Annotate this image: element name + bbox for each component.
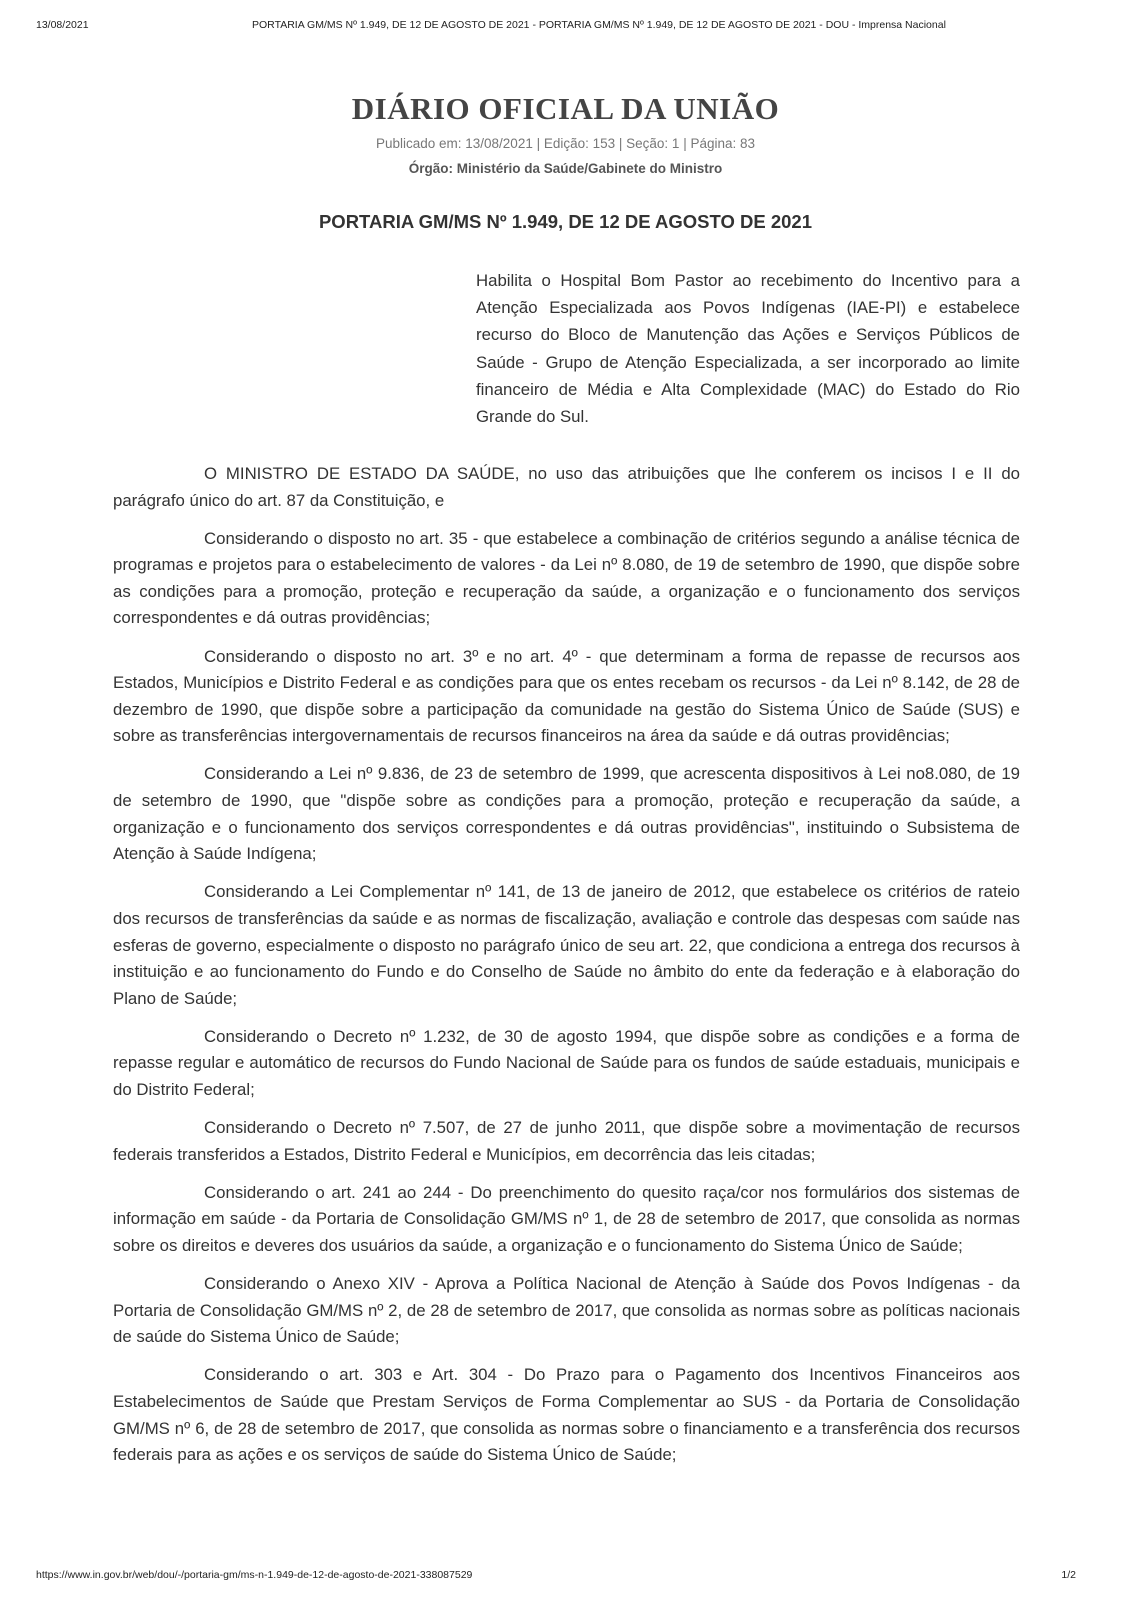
page-number: 1/2 — [1061, 1569, 1076, 1581]
publication-info: Publicado em: 13/08/2021 | Edição: 153 | Seção: 1 | Página: 83 — [375, 136, 756, 151]
paragraph: Considerando o art. 241 ao 244 - Do preenchimento do quesito raça/cor nos formulários dos sistemas de informação em saúde - da Portaria de Consolidação GM/MS nº 1, de 28 de setembro de 2017, que consolida as normas sobre os direitos e deveres dos usuários da saúde, a organização e o funcionamento do Sistema Único de Saúde; — [113, 1182, 1020, 1255]
paragraph: Considerando a Lei Complementar nº 141, de 13 de janeiro de 2012, que estabelece os critérios de rateio dos recursos de transferências da saúde e as normas de fiscalização, avaliação e controle das despesas com saúde nas esferas de governo, especialmente o disposto no parágrafo único de seu art. 22, que condiciona a entrega dos recursos à instituição e ao funcionamento do Fundo e do Conselho de Saúde no âmbito do ente da federação e à elaboração do Plano de Saúde; — [113, 882, 1020, 1008]
issuing-body: Órgão: Ministério da Saúde/Gabinete do Ministro — [408, 161, 723, 176]
paragraph: Considerando o Anexo XIV - Aprova a Política Nacional de Atenção à Saúde dos Povos Indígenas - da Portaria de Consolidação GM/MS nº 2, de 28 de setembro de 2017, que consolida as normas sobre as políticas nacionais de saúde do Sistema Único de Saúde; — [113, 1274, 1020, 1347]
paragraph: Considerando o Decreto nº 1.232, de 30 de agosto 1994, que dispõe sobre as condições e a forma de repasse regular e automático de recursos do Fundo Nacional de Saúde para os fundos de saúde estaduais, municipais e do Distrito Federal; — [113, 1026, 1020, 1099]
paragraph: Considerando o disposto no art. 3º e no art. 4º - que determinam a forma de repasse de recursos aos Estados, Municípios e Distrito Federal e as condições para que os entes recebam os recursos - da Lei nº 8.142, de 28 de dezembro de 1990, que dispõe sobre a participação da comunidade na gestão do Sistema Único de Saúde (SUS) e sobre as transferências intergovernamentais de recursos financeiros na área da saúde e dá outras providências; — [113, 646, 1020, 746]
print-footer — [36, 1569, 1076, 1583]
print-url: https://www.in.gov.br/web/dou/-/portaria-gm/ms-n-1.949-de-12-de-agosto-de-2021-338087529 — [36, 1569, 473, 1581]
print-header — [36, 19, 1076, 33]
print-date: 13/08/2021 — [36, 19, 89, 31]
paragraph: Considerando o Decreto nº 7.507, de 27 de junho 2011, que dispõe sobre a movimentação de recursos federais transferidos a Estados, Distrito Federal e Municípios, em decorrência das leis citadas; — [113, 1118, 1020, 1164]
document-title: PORTARIA GM/MS Nº 1.949, DE 12 DE AGOSTO DE 2021 — [318, 211, 813, 232]
paragraph: Considerando o disposto no art. 35 - que estabelece a combinação de critérios segundo a análise técnica de programas e projetos para o estabelecimento de valores - da Lei nº 8.080, de 19 de setembro de 1990, que dispõe sobre as condições para a promoção, proteção e recuperação da saúde, a organização e o funcionamento dos serviços correspondentes e dá outras providências; — [113, 528, 1020, 628]
print-page-title: PORTARIA GM/MS Nº 1.949, DE 12 DE AGOSTO DE 2021 - PORTARIA GM/MS Nº 1.949, DE 12 DE AGOSTO DE 2021 - DOU - Imprensa Nacional — [252, 19, 946, 31]
paragraph: Considerando o art. 303 e Art. 304 - Do Prazo para o Pagamento dos Incentivos Financeiros aos Estabelecimentos de Saúde que Prestam Serviços de Forma Complementar ao SUS - da Portaria de Consolidação GM/MS nº 6, de 28 de setembro de 2017, que consolida as normas sobre o financiamento e a transferência dos recursos federais para as ações e os serviços de saúde do Sistema Único de Saúde; — [113, 1365, 1020, 1465]
paragraph: O MINISTRO DE ESTADO DA SAÚDE, no uso das atribuições que lhe conferem os incisos I e II do parágrafo único do art. 87 da Constituição, e — [113, 464, 1020, 510]
document-body — [113, 461, 1020, 1480]
ementa: Habilita o Hospital Bom Pastor ao recebimento do Incentivo para a Atenção Especializada aos Povos Indígenas (IAE-PI) e estabelece recurso do Bloco de Manutenção das Ações e Serviços Públicos de Saúde - Grupo de Atenção Especializada, a ser incorporado ao limite financeiro de Média e Alta Complexidade (MAC) do Estado do Rio Grande do Sul. — [476, 271, 1020, 427]
paragraph: Considerando a Lei nº 9.836, de 23 de setembro de 1999, que acrescenta dispositivos à Lei no8.080, de 19 de setembro de 1990, que "dispõe sobre as condições para a promoção, proteção e recuperação da saúde, a organização e o funcionamento dos serviços correspondentes e dá outras providências", instituindo o Subsistema de Atenção à Saúde Indígena; — [113, 764, 1020, 864]
masthead: DIÁRIO OFICIAL DA UNIÃO — [351, 91, 780, 126]
